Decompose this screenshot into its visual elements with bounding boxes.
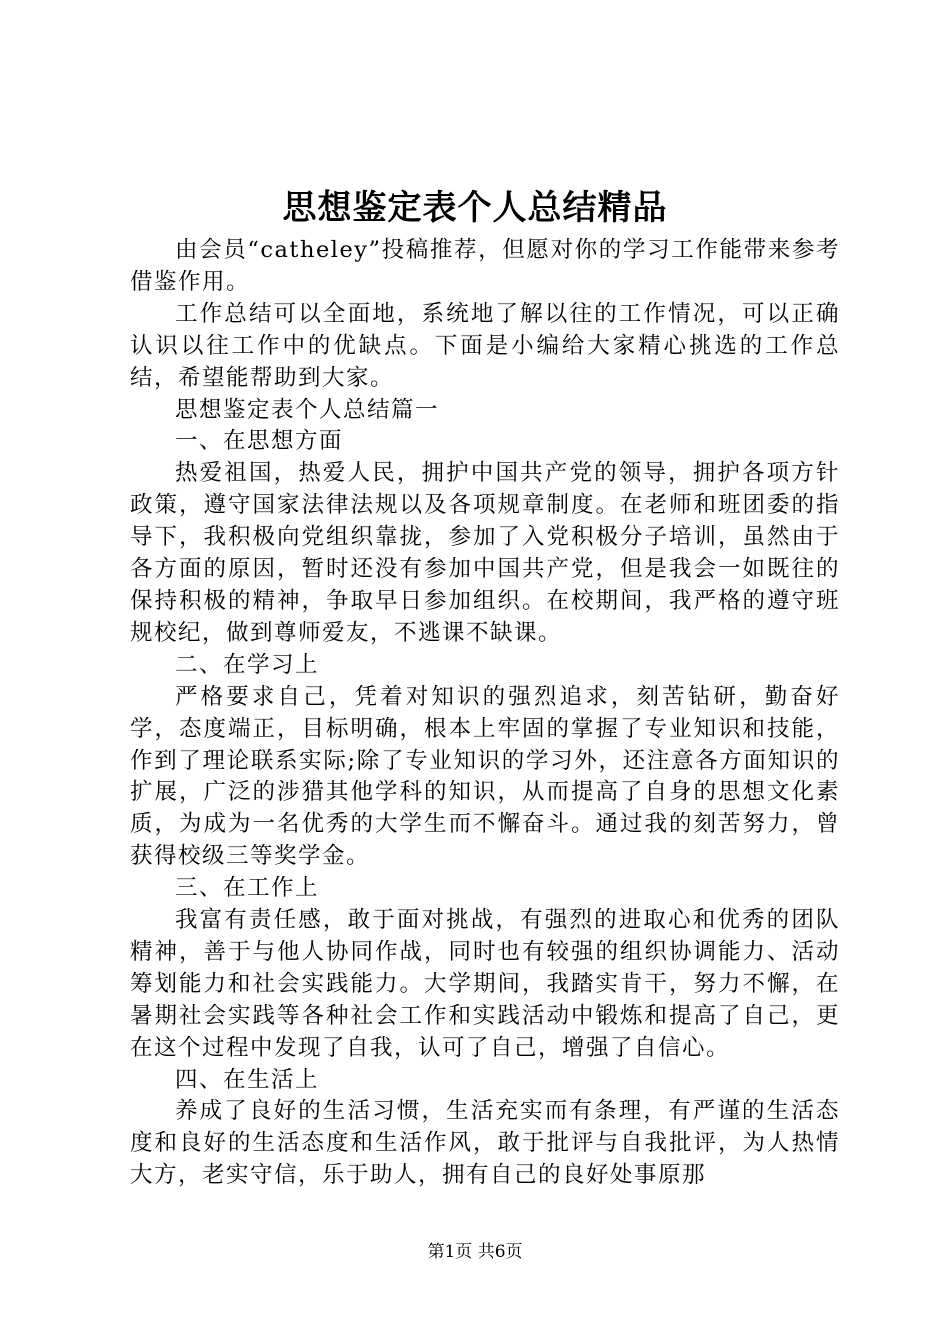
document-title: 思想鉴定表个人总结精品 [282, 188, 668, 228]
paragraph-study: 严格要求自己，凭着对知识的强烈追求，刻苦钻研，勤奋好学，态度端正，目标明确，根本上牢固的掌握了专业知识和技能，作到了理论联系实际;除了专业知识的学习外，还注意各方面知识的扩展，广泛的涉猎其他学科的知识，从而提高了自身的思想文化素质，为成为一名优秀的大学生而不懈奋斗。通过我的刻苦努力，曾获得校级三等奖学金。 [130, 683, 840, 870]
paragraph-life: 养成了良好的生活习惯，生活充实而有条理，有严谨的生活态度和良好的生活态度和生活作风，敢于批评与自我批评，为人热情大方，老实守信，乐于助人，拥有自己的良好处事原那 [130, 1098, 840, 1189]
heading-study: 二、在学习上 [175, 651, 320, 678]
section-title: 思想鉴定表个人总结篇一 [175, 396, 440, 423]
page-number: 第1页 共6页 [427, 1242, 523, 1262]
document-body [130, 235, 840, 1192]
paragraph-work: 我富有责任感，敢于面对挑战，有强烈的进取心和优秀的团队精神，善于与他人协同作战，同时也有较强的组织协调能力、活动筹划能力和社会实践能力。大学期间，我踏实肯干，努力不懈，在暑期社会实践等各种社会工作和实践活动中锻炼和提高了自己，更在这个过程中发现了自我，认可了自己，增强了自信心。 [130, 907, 840, 1061]
heading-life: 四、在生活上 [175, 1066, 320, 1093]
heading-ideology: 一、在思想方面 [175, 428, 344, 455]
heading-work: 三、在工作上 [175, 875, 320, 902]
intro-paragraph: 由会员“catheley”投稿推荐，但愿对你的学习工作能带来参考借鉴作用。 [130, 237, 840, 295]
overview-paragraph: 工作总结可以全面地，系统地了解以往的工作情况，可以正确认识以往工作中的优缺点。下面是小编给大家精心挑选的工作总结，希望能帮助到大家。 [130, 300, 840, 391]
paragraph-ideology: 热爱祖国，热爱人民，拥护中国共产党的领导，拥护各项方针政策，遵守国家法律法规以及各项规章制度。在老师和班团委的指导下，我积极向党组织靠拢，参加了入党积极分子培训，虽然由于各方面的原因，暂时还没有参加中国共产党，但是我会一如既往的保持积极的精神，争取早日参加组织。在校期间，我严格的遵守班规校纪，做到尊师爱友，不逃课不缺课。 [130, 460, 840, 646]
